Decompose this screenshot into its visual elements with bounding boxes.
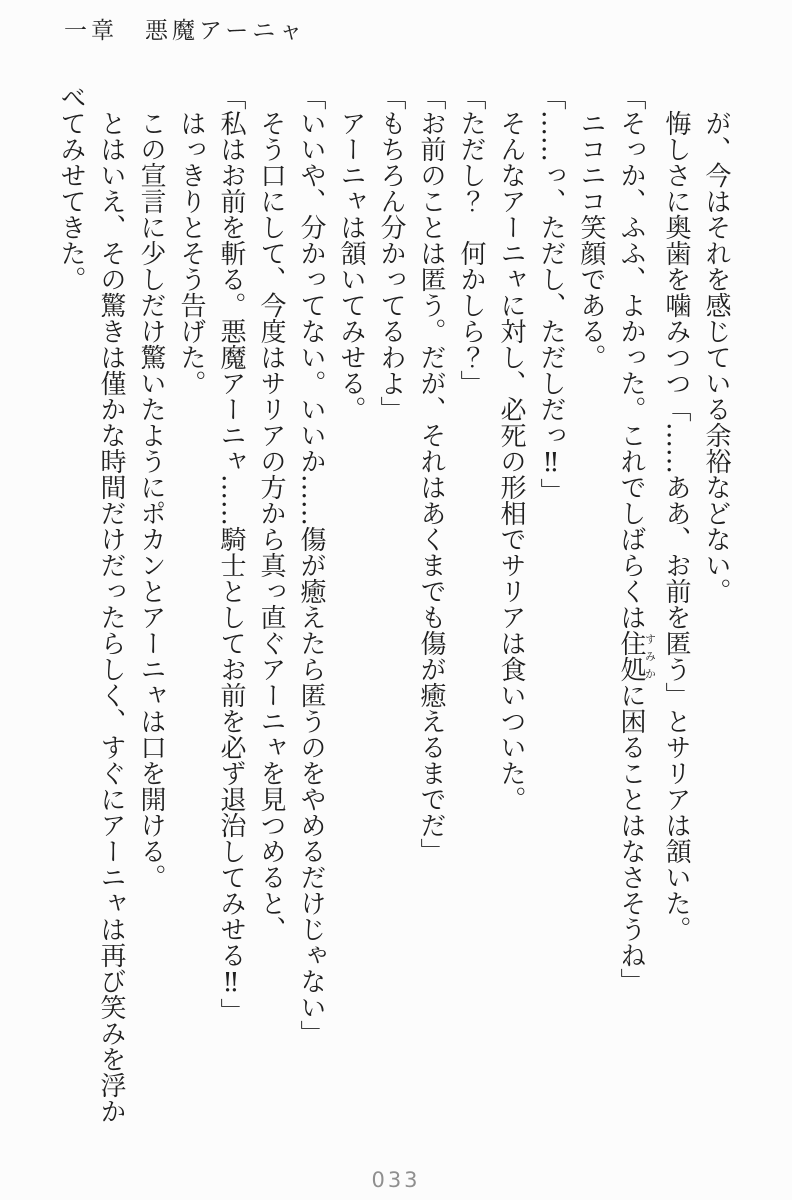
text-line: 「もちろん分かってるわよ」 — [376, 84, 406, 422]
text-line: はっきりとそう告げた。 — [176, 110, 206, 396]
text-line: この宣言に少しだけ驚いたようにポカンとアーニャは口を開ける。 — [136, 110, 166, 890]
text-line: 「お前のことは匿う。だが、それはあくまでも傷が癒えるまでだ」 — [416, 84, 446, 864]
chapter-header: 一章 悪魔アーニャ — [64, 18, 307, 44]
text-line: 悔しさに奥歯を噛みつつ「……ああ、お前を匿う」とサリアは頷いた。 — [661, 110, 691, 942]
page-body-text — [51, 84, 736, 1142]
text-line: 「いいや、分かってない。いいか……傷が癒えたら匿うのをやめるだけじゃない」 — [296, 84, 326, 1046]
page-number: 033 — [371, 1168, 421, 1192]
ruby-annotated-word: 住処すみか — [616, 630, 657, 682]
text-line: とはいえ、その驚きは僅かな時間だけだったらしく、すぐにアーニャは再び笑みを浮か — [96, 110, 126, 1124]
text-line: 「……っ、ただし、ただしだっ‼」 — [536, 84, 566, 504]
text-line: アーニャは頷いてみせる。 — [336, 110, 366, 422]
text-line: べてみせてきた。 — [56, 84, 86, 292]
text-line: 「ただし？ 何かしら？」 — [456, 84, 486, 396]
text-line: そんなアーニャに対し、必死の形相でサリアは食いついた。 — [496, 110, 526, 812]
text-line: ニコニコ笑顔である。 — [576, 110, 606, 370]
text-line: が、今はそれを感じている余裕などない。 — [701, 110, 731, 604]
text-line: 「そっか、ふふ、よかった。これでしばらくは住処すみかに困ることはなさそうね」 — [616, 84, 657, 994]
text-line: 「私はお前を斬る。悪魔アーニャ……騎士としてお前を必ず退治してみせる‼」 — [216, 84, 246, 1024]
text-line: そう口にして、今度はサリアの方から真っ直ぐアーニャを見つめると、 — [256, 110, 286, 942]
